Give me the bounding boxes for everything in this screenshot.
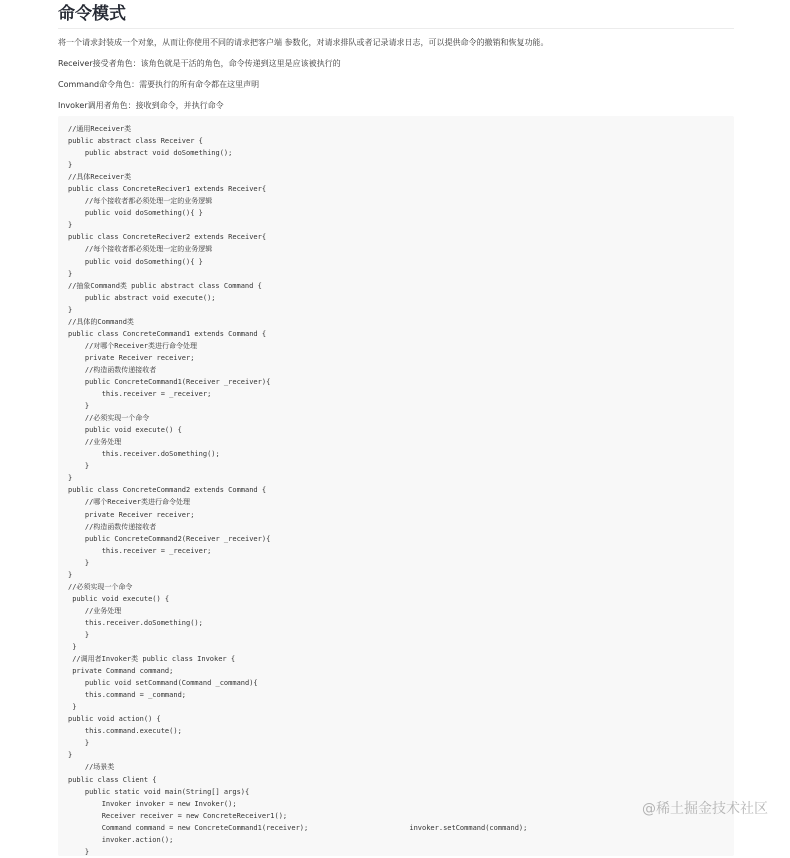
code-line: private Command command;: [68, 667, 174, 676]
code-line: public void execute() {: [68, 594, 170, 603]
code-line: }: [68, 402, 90, 411]
code-line: public static void main(String[] args){: [68, 787, 250, 796]
intro-paragraph: 将一个请求封装成一个对象，从而让你使用不同的请求把客户端 参数化，对请求排队或者记录请求日志，可以提供命令的撤销和恢复功能。: [58, 38, 549, 47]
article-title: 命令模式: [58, 0, 734, 29]
code-line: public class ConcreteReciver1 extends Receiver{: [68, 185, 267, 194]
code-line: //每个接收者都必须处理一定的业务逻辑: [68, 245, 213, 254]
code-line: }: [68, 269, 73, 278]
code-line: this.command = _command;: [68, 691, 187, 700]
invoker-role-paragraph: Invoker调用者角色：接收到命令，并执行命令: [58, 101, 224, 110]
code-block: [58, 116, 734, 856]
code-line: public abstract void doSomething();: [68, 149, 233, 158]
code-line: //必须实现一个命令: [68, 582, 133, 591]
code-line: //对哪个Receiver类进行命令处理: [68, 341, 198, 350]
code-line: }: [68, 703, 77, 712]
code-line: //抽象Command类 public abstract class Command {: [68, 281, 262, 290]
code-line: //构造函数传递接收者: [68, 522, 157, 531]
code-line: //业务处理: [68, 438, 122, 447]
code-line: public ConcreteCommand2(Receiver _receiver){: [68, 534, 271, 543]
code-line: public void action() {: [68, 715, 161, 724]
code-line: this.receiver.doSomething();: [68, 618, 203, 627]
code-line: public abstract class Receiver {: [68, 137, 203, 146]
code-line: //每个接收者都必须处理一定的业务逻辑: [68, 197, 213, 206]
code-line: //具体的Command类: [68, 317, 134, 326]
code-line: public abstract void execute();: [68, 293, 216, 302]
code-line: }: [68, 558, 90, 567]
code-line: public class ConcreteCommand2 extends Command {: [68, 486, 267, 495]
code-line: }: [68, 161, 73, 170]
code-line: }: [68, 462, 90, 471]
code-line: public class ConcreteReciver2 extends Receiver{: [68, 233, 267, 242]
code-line: Command command = new ConcreteCommand1(receiver); invoker.setCommand(command);: [68, 823, 528, 832]
code-line: //通用Receiver类: [68, 125, 132, 133]
code-line: //哪个Receiver类进行命令处理: [68, 498, 191, 507]
code-line: //场景类: [68, 763, 115, 772]
code-line: public void doSomething(){ }: [68, 257, 203, 266]
watermark: @稀土掘金技术社区: [642, 801, 768, 817]
code-line: Invoker invoker = new Invoker();: [68, 799, 237, 808]
code-line: public void doSomething(){ }: [68, 209, 203, 218]
code-line: }: [68, 570, 73, 579]
code-line: public void setCommand(Command _command){: [68, 679, 258, 688]
code-line: //调用者Invoker类 public class Invoker {: [68, 655, 236, 664]
code-line: invoker.action();: [68, 835, 174, 844]
code-line: }: [68, 751, 73, 760]
code-line: //具体Receiver类: [68, 173, 132, 182]
code-line: }: [68, 630, 90, 639]
code-line: Receiver receiver = new ConcreteReceiver1();: [68, 811, 288, 820]
code-line: public void execute() {: [68, 426, 182, 435]
code-line: this.command.execute();: [68, 727, 182, 736]
code-line: public ConcreteCommand1(Receiver _receiver){: [68, 377, 271, 386]
command-role-paragraph: Command命令角色：需要执行的所有命令都在这里声明: [58, 80, 260, 89]
code-line: }: [68, 221, 73, 230]
code-line: //必须实现一个命令: [68, 414, 150, 423]
code-line: public class ConcreteCommand1 extends Command {: [68, 329, 267, 338]
code-line: private Receiver receiver;: [68, 353, 195, 362]
code-line: }: [68, 305, 73, 314]
code-line: public class Client {: [68, 775, 157, 784]
code-line: this.receiver = _receiver;: [68, 546, 212, 555]
code-content: [68, 123, 527, 858]
code-line: }: [68, 643, 77, 652]
code-line: //构造函数传递接收者: [68, 365, 157, 374]
code-line: private Receiver receiver;: [68, 510, 195, 519]
code-line: //业务处理: [68, 606, 122, 615]
code-line: }: [68, 474, 73, 483]
code-line: }: [68, 739, 90, 748]
code-line: }: [68, 847, 90, 856]
code-line: this.receiver.doSomething();: [68, 450, 220, 459]
code-line: this.receiver = _receiver;: [68, 390, 212, 399]
receiver-role-paragraph: Receiver接受者角色：该角色就是干活的角色，命令传递到这里是应该被执行的: [58, 59, 341, 68]
